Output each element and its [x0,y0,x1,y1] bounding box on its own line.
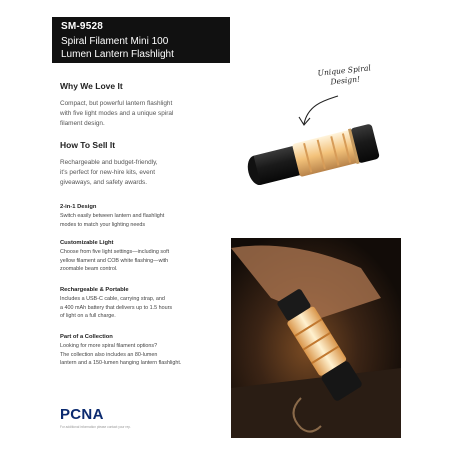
flashlight-product-image [234,108,394,192]
title-banner [52,17,230,63]
feature-text [60,295,235,321]
text-line: giveaways, and safety awards. [60,179,148,186]
unique-spiral-callout [317,63,372,88]
text-line: a 400 mAh battery that delivers up to 1.5 hours [60,304,173,311]
product-sku: SM-9528 [61,21,103,32]
feature-title: Rechargeable & Portable [60,287,129,293]
text-line: Rechargeable and budget-friendly, [60,159,158,166]
text-line: modes to match your lighting needs [60,221,146,228]
feature-title: Part of a Collection [60,334,113,340]
text-line: zoomable beam control. [60,266,118,273]
lantern-in-hand-image [231,238,401,438]
text-line: Includes a USB-C cable, carrying strap, and [60,296,165,302]
why-we-love-it-text [60,99,235,129]
text-line: Switch easily between lantern and flashlight [60,213,165,219]
why-we-love-it-heading: Why We Love It [60,81,123,91]
lifestyle-photo [231,238,401,438]
product-title-line-1: Spiral Filament Mini 100 [61,36,169,47]
feature-title: Customizable Light [60,240,114,246]
text-line: of light on a full charge. [60,313,116,320]
text-line: Compact, but powerful lantern flashlight [60,100,173,107]
text-line: Choose from five light settings—including soft [60,249,170,255]
text-line: Looking for more spiral filament options? [60,343,158,349]
text-line: filament design. [60,120,105,127]
footer-note: For additional information please contact your rep. [60,425,131,429]
text-line: with five light modes and a unique spiral [60,110,174,117]
how-to-sell-it-text [60,158,235,188]
callout-line: Design! [329,74,361,87]
callout-line: Unique Spiral [317,63,372,78]
feature-text [60,248,235,274]
feature-text [60,212,235,229]
text-line: The collection also includes an 80-lumen [60,351,158,358]
product-title-line-2: Lumen Lantern Flashlight [61,49,174,60]
text-line: lantern and a 150-lumen hanging lantern flashlight. [60,360,182,367]
text-line: it's perfect for new-hire kits, event [60,169,155,176]
pcna-logo: PCNA [60,406,104,423]
feature-text [60,342,235,368]
feature-title: 2-in-1 Design [60,204,97,210]
how-to-sell-it-heading: How To Sell It [60,140,116,150]
text-line: yellow filament and COB white flashing—with [60,257,169,264]
